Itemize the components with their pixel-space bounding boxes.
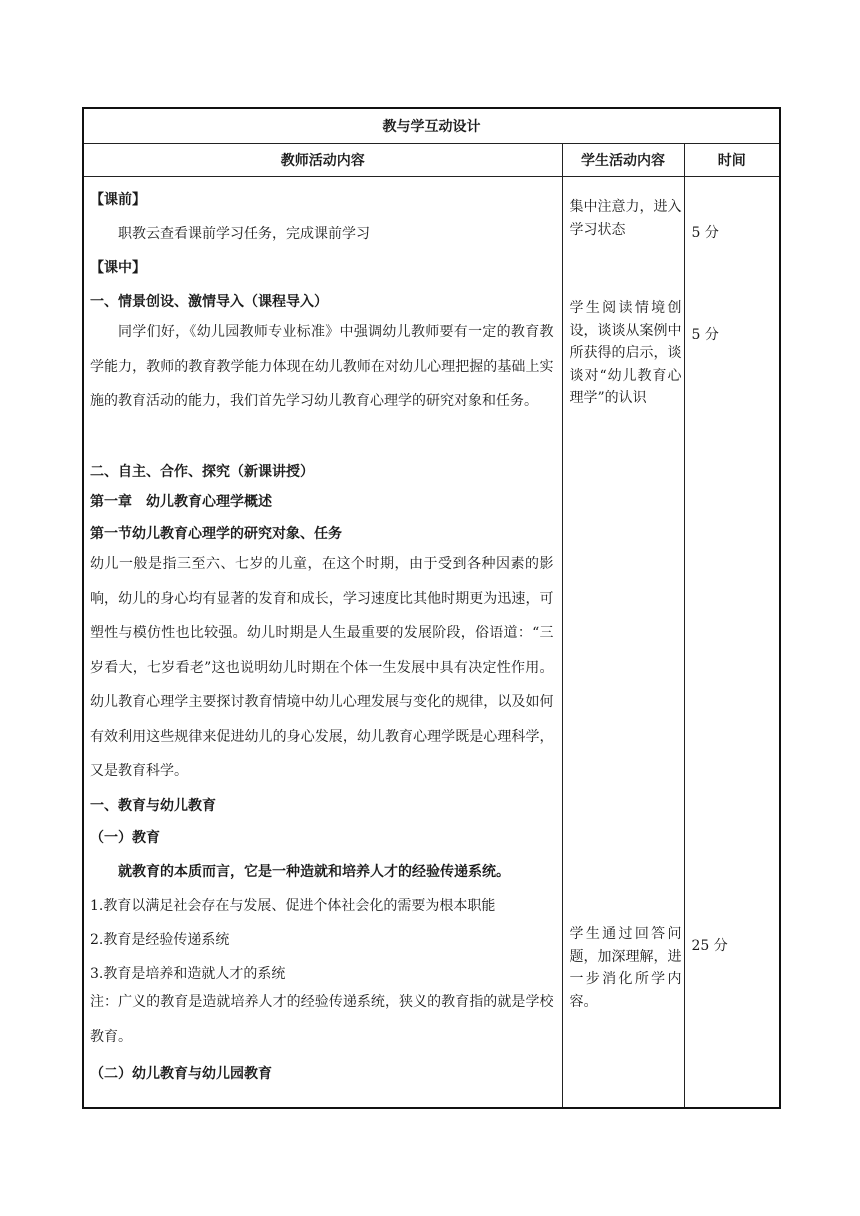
note-text: 注：广义的教育是造就培养人才的经验传递系统，狭义的教育指的就是学校教育。 <box>90 994 554 1045</box>
subtopic2-heading: （二）幼儿教育与幼儿园教育 <box>90 1066 272 1082</box>
table-title: 教与学互动设计 <box>83 108 780 144</box>
section1-text: 同学们好，《幼儿园教师专业标准》中强调幼儿教师要有一定的教育教学能力，教师的教育教学能力体现在幼儿教师在对幼儿心理把握的基础上实施的教育活动的能力，我们首先学习幼儿教育心理学的研究对象和任务。 <box>90 324 554 409</box>
section-heading: 第一节幼儿教育心理学的研究对象、任务 <box>90 526 342 542</box>
point-1: 1.教育以满足社会存在与发展、促进个体社会化的需要为根本职能 <box>90 898 496 914</box>
time-2: 5 分 <box>691 327 719 343</box>
student-activity-1: 集中注意力，进入学习状态 <box>569 199 682 238</box>
time-1: 5 分 <box>691 225 719 241</box>
section2-heading: 二、自主、合作、探究（新课讲授） <box>90 464 314 480</box>
lesson-plan-table <box>82 107 781 1109</box>
section1-heading: 一、情景创设、激情导入（课程导入） <box>90 294 328 310</box>
subtopic1-heading: （一）教育 <box>90 830 160 846</box>
point-3: 3.教育是培养和造就人才的系统 <box>90 966 286 982</box>
time-3: 25 分 <box>691 938 728 954</box>
student-activity-3: 学生通过回答问题，加深理解，进一步消化所学内容。 <box>569 926 682 1010</box>
teacher-activity-cell <box>83 177 562 1109</box>
pre-class-text: 职教云查看课前学习任务，完成课前学习 <box>118 226 370 242</box>
point-2: 2.教育是经验传递系统 <box>90 932 230 948</box>
header-time: 时间 <box>684 144 780 177</box>
intro-text: 幼儿一般是指三至六、七岁的儿童，在这个时期，由于受到各种因素的影响，幼儿的身心均有显著的发育和成长，学习速度比其他时期更为迅速，可塑性与模仿性也比较强。幼儿时期是人生最重要的发展阶段，俗语道：“三岁看大，七岁看老”这也说明幼儿时期在个体一生发展中具有决定性作用。幼儿教育心理学主要探讨教育情境中幼儿心理发展与变化的规律，以及如何有效利用这些规律来促进幼儿的身心发展，幼儿教育心理学既是心理科学，又是教育科学。 <box>90 556 554 779</box>
header-student-activity: 学生活动内容 <box>562 144 684 177</box>
time-cell <box>684 177 780 1109</box>
student-activity-2: 学生阅读情境创设，谈谈从案例中所获得的启示，谈谈对“幼儿教育心理学”的认识 <box>569 300 682 406</box>
essence-text: 就教育的本质而言，它是一种造就和培养人才的经验传递系统。 <box>118 864 510 880</box>
header-teacher-activity: 教师活动内容 <box>83 144 562 177</box>
in-class-heading: 【课中】 <box>90 260 146 276</box>
topic1-heading: 一、教育与幼儿教育 <box>90 798 216 814</box>
pre-class-heading: 【课前】 <box>90 192 146 208</box>
student-activity-cell <box>562 177 684 1109</box>
chapter-heading: 第一章 幼儿教育心理学概述 <box>90 494 272 510</box>
